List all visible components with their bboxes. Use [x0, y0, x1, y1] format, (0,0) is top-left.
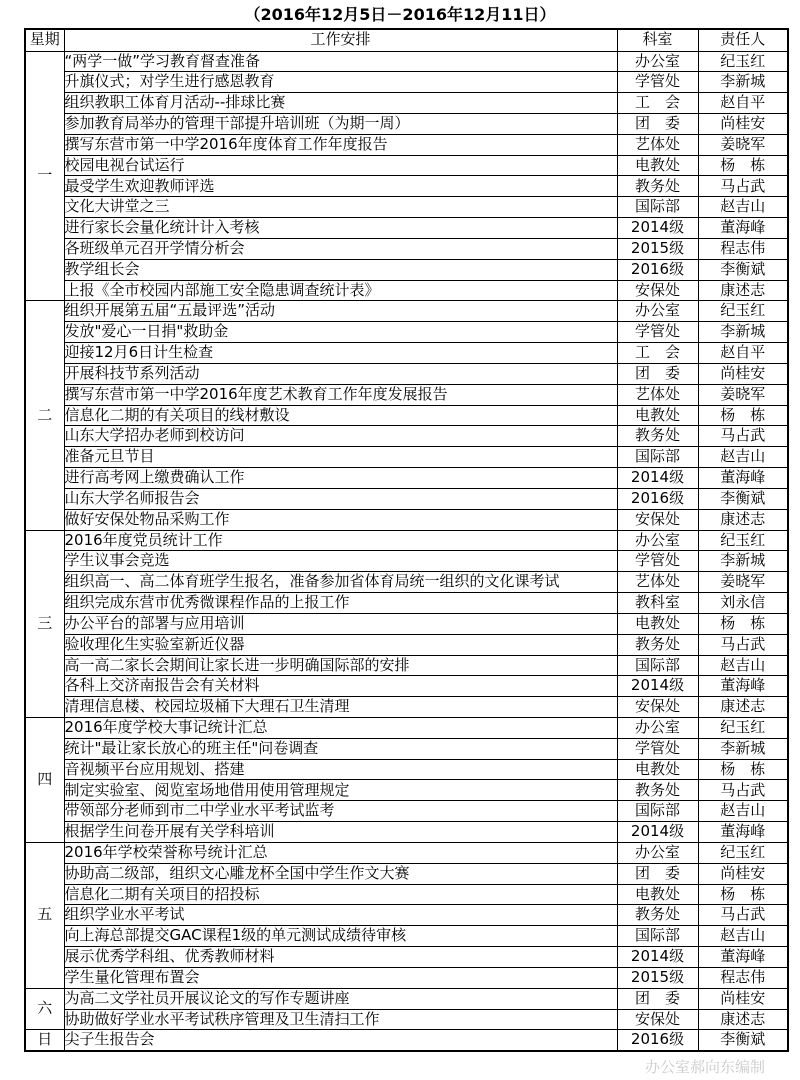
table-row: [25, 468, 788, 489]
table-row: [25, 593, 788, 614]
person-cell: 程志伟: [698, 967, 788, 988]
table-row: [25, 426, 788, 447]
department-cell: 2014级: [617, 468, 698, 489]
task-cell: 准备元旦节目: [64, 447, 617, 468]
person-cell: 纪玉红: [698, 842, 788, 863]
table-row: [25, 759, 788, 780]
task-cell: 组织完成东营市优秀微课程作品的上报工作: [64, 593, 617, 614]
person-cell: 赵吉山: [698, 447, 788, 468]
weekday-cell: 六: [25, 988, 64, 1030]
department-cell: 电教处: [617, 613, 698, 634]
department-cell: 办公室: [617, 842, 698, 863]
table-row: [25, 93, 788, 114]
person-cell: 姜晓军: [698, 572, 788, 593]
person-cell: 赵吉山: [698, 801, 788, 822]
weekday-cell: 四: [25, 718, 64, 843]
table-row: [25, 780, 788, 801]
task-cell: 2016年度学校大事记统计汇总: [64, 718, 617, 739]
table-row: [25, 322, 788, 343]
task-cell: 学生量化管理布置会: [64, 967, 617, 988]
header-row: [25, 29, 788, 51]
task-cell: 文化大讲堂之三: [64, 197, 617, 218]
person-cell: 赵自平: [698, 343, 788, 364]
person-cell: 董海峰: [698, 676, 788, 697]
person-cell: 姜晓军: [698, 134, 788, 155]
department-cell: 学管处: [617, 738, 698, 759]
footer-credit: 办公室郝向东编制: [644, 1058, 765, 1076]
department-cell: 2015级: [617, 967, 698, 988]
person-cell: 杨 栋: [698, 759, 788, 780]
department-cell: 国际部: [617, 801, 698, 822]
department-cell: 艺体处: [617, 384, 698, 405]
department-cell: 2015级: [617, 238, 698, 259]
person-cell: 康述志: [698, 280, 788, 301]
person-cell: 杨 栋: [698, 884, 788, 905]
person-cell: 尚桂安: [698, 988, 788, 1009]
table-row: [25, 134, 788, 155]
department-cell: 2014级: [617, 947, 698, 968]
table-row: [25, 363, 788, 384]
schedule-table: [24, 28, 789, 1052]
department-cell: 团 委: [617, 113, 698, 134]
table-row: [25, 655, 788, 676]
department-cell: 学管处: [617, 322, 698, 343]
table-row: [25, 509, 788, 530]
task-cell: 教学组长会: [64, 259, 617, 280]
table-row: [25, 1009, 788, 1030]
department-cell: 安保处: [617, 697, 698, 718]
person-cell: 纪玉红: [698, 301, 788, 322]
task-cell: 信息化二期的有关项目的线材敷设: [64, 405, 617, 426]
person-cell: 李衡斌: [698, 259, 788, 280]
person-cell: 马占武: [698, 905, 788, 926]
person-cell: 李新城: [698, 551, 788, 572]
department-cell: 教务处: [617, 426, 698, 447]
table-row: [25, 343, 788, 364]
task-cell: 办公平台的部署与应用培训: [64, 613, 617, 634]
header-person: 责任人: [698, 29, 788, 51]
task-cell: 进行家长会量化统计计入考核: [64, 218, 617, 239]
task-cell: 尖子生报告会: [64, 1030, 617, 1051]
task-cell: 上报《全市校园内部施工安全隐患调查统计表》: [64, 280, 617, 301]
table-row: [25, 551, 788, 572]
task-cell: 最受学生欢迎教师评选: [64, 176, 617, 197]
person-cell: 纪玉红: [698, 530, 788, 551]
task-cell: 发放"爱心一日捐"救助金: [64, 322, 617, 343]
table-row: [25, 51, 788, 72]
person-cell: 李新城: [698, 322, 788, 343]
task-cell: 开展科技节系列活动: [64, 363, 617, 384]
task-cell: 为高二文学社员开展议论文的写作专题讲座: [64, 988, 617, 1009]
department-cell: 2016级: [617, 259, 698, 280]
table-row: [25, 530, 788, 551]
department-cell: 国际部: [617, 197, 698, 218]
header-weekday: 星期: [25, 29, 64, 51]
person-cell: 李衡斌: [698, 1030, 788, 1051]
person-cell: 尚桂安: [698, 863, 788, 884]
person-cell: 李新城: [698, 72, 788, 93]
department-cell: 团 委: [617, 988, 698, 1009]
department-cell: 电教处: [617, 155, 698, 176]
table-row: [25, 218, 788, 239]
schedule-table-body: [25, 51, 788, 1051]
weekday-cell: 日: [25, 1030, 64, 1051]
table-row: [25, 238, 788, 259]
department-cell: 学管处: [617, 551, 698, 572]
person-cell: 尚桂安: [698, 113, 788, 134]
task-cell: 音视频平台应用规划、搭建: [64, 759, 617, 780]
task-cell: 制定实验室、阅览室场地借用使用管理规定: [64, 780, 617, 801]
task-cell: 撰写东营市第一中学2016年度体育工作年度报告: [64, 134, 617, 155]
department-cell: 办公室: [617, 718, 698, 739]
person-cell: 杨 栋: [698, 613, 788, 634]
table-row: [25, 176, 788, 197]
task-cell: 清理信息楼、校园垃圾桶下大理石卫生清理: [64, 697, 617, 718]
table-row: [25, 613, 788, 634]
task-cell: 组织高一、高二体育班学生报名，准备参加省体育局统一组织的文化课考试: [64, 572, 617, 593]
department-cell: 团 委: [617, 863, 698, 884]
task-cell: 2016年学校荣誉称号统计汇总: [64, 842, 617, 863]
department-cell: 电教处: [617, 405, 698, 426]
person-cell: 姜晓军: [698, 384, 788, 405]
task-cell: 高一高二家长会期间让家长进一步明确国际部的安排: [64, 655, 617, 676]
task-cell: 迎接12月6日计生检查: [64, 343, 617, 364]
task-cell: 参加教育局举办的管理干部提升培训班（为期一周）: [64, 113, 617, 134]
table-row: [25, 801, 788, 822]
task-cell: 组织学业水平考试: [64, 905, 617, 926]
table-row: [25, 676, 788, 697]
department-cell: 工 会: [617, 93, 698, 114]
department-cell: 教务处: [617, 780, 698, 801]
department-cell: 电教处: [617, 884, 698, 905]
header-task: 工作安排: [64, 29, 617, 51]
table-row: [25, 905, 788, 926]
person-cell: 董海峰: [698, 822, 788, 843]
table-row: [25, 259, 788, 280]
table-row: [25, 280, 788, 301]
task-cell: 协助高二级部，组织文心雕龙杯全国中学生作文大赛: [64, 863, 617, 884]
table-row: [25, 863, 788, 884]
person-cell: 董海峰: [698, 468, 788, 489]
person-cell: 赵自平: [698, 93, 788, 114]
task-cell: 统计"最让家长放心的班主任"问卷调查: [64, 738, 617, 759]
header-department: 科室: [617, 29, 698, 51]
department-cell: 学管处: [617, 72, 698, 93]
task-cell: 带领部分老师到市二中学业水平考试监考: [64, 801, 617, 822]
table-row: [25, 947, 788, 968]
department-cell: 团 委: [617, 363, 698, 384]
department-cell: 教务处: [617, 176, 698, 197]
department-cell: 安保处: [617, 280, 698, 301]
department-cell: 国际部: [617, 655, 698, 676]
person-cell: 纪玉红: [698, 718, 788, 739]
department-cell: 2014级: [617, 676, 698, 697]
person-cell: 李新城: [698, 738, 788, 759]
person-cell: 赵吉山: [698, 197, 788, 218]
task-cell: 向上海总部提交GAC课程1级的单元测试成绩待审核: [64, 926, 617, 947]
table-row: [25, 384, 788, 405]
person-cell: 纪玉红: [698, 51, 788, 72]
department-cell: 国际部: [617, 447, 698, 468]
department-cell: 教科室: [617, 593, 698, 614]
weekday-cell: 一: [25, 51, 64, 301]
table-row: [25, 988, 788, 1009]
table-row: [25, 634, 788, 655]
person-cell: 康述志: [698, 1009, 788, 1030]
task-cell: 2016年度党员统计工作: [64, 530, 617, 551]
table-row: [25, 405, 788, 426]
weekday-cell: 三: [25, 530, 64, 717]
task-cell: 学生议事会竞选: [64, 551, 617, 572]
table-row: [25, 967, 788, 988]
person-cell: 马占武: [698, 634, 788, 655]
task-cell: 协助做好学业水平考试秩序管理及卫生清扫工作: [64, 1009, 617, 1030]
department-cell: 2014级: [617, 218, 698, 239]
table-row: [25, 822, 788, 843]
table-row: [25, 197, 788, 218]
person-cell: 马占武: [698, 426, 788, 447]
person-cell: 刘永信: [698, 593, 788, 614]
person-cell: 康述志: [698, 697, 788, 718]
person-cell: 赵吉山: [698, 926, 788, 947]
department-cell: 2016级: [617, 1030, 698, 1051]
task-cell: 进行高考网上缴费确认工作: [64, 468, 617, 489]
task-cell: 展示优秀学科组、优秀教师材料: [64, 947, 617, 968]
table-row: [25, 884, 788, 905]
department-cell: 2014级: [617, 822, 698, 843]
person-cell: 李衡斌: [698, 488, 788, 509]
department-cell: 电教处: [617, 759, 698, 780]
person-cell: 程志伟: [698, 238, 788, 259]
table-row: [25, 155, 788, 176]
department-cell: 安保处: [617, 1009, 698, 1030]
task-cell: 山东大学招办老师到校访问: [64, 426, 617, 447]
person-cell: 尚桂安: [698, 363, 788, 384]
department-cell: 艺体处: [617, 134, 698, 155]
department-cell: 办公室: [617, 51, 698, 72]
task-cell: 校园电视台试运行: [64, 155, 617, 176]
task-cell: 验收理化生实验室新近仪器: [64, 634, 617, 655]
task-cell: “两学一做”学习教育督查准备: [64, 51, 617, 72]
task-cell: 信息化二期有关项目的招投标: [64, 884, 617, 905]
table-row: [25, 697, 788, 718]
table-row: [25, 718, 788, 739]
department-cell: 艺体处: [617, 572, 698, 593]
department-cell: 安保处: [617, 509, 698, 530]
table-header: [25, 29, 788, 51]
person-cell: 杨 栋: [698, 405, 788, 426]
person-cell: 董海峰: [698, 218, 788, 239]
task-cell: 组织开展第五届“五最评选”活动: [64, 301, 617, 322]
task-cell: 撰写东营市第一中学2016年度艺术教育工作年度发展报告: [64, 384, 617, 405]
department-cell: 工 会: [617, 343, 698, 364]
table-row: [25, 572, 788, 593]
page-title: （2016年12月5日－2016年12月11日）: [244, 5, 556, 24]
table-row: [25, 842, 788, 863]
person-cell: 杨 栋: [698, 155, 788, 176]
task-cell: 各班级单元召开学情分析会: [64, 238, 617, 259]
task-cell: 组织教职工体育月活动--排球比赛: [64, 93, 617, 114]
department-cell: 2016级: [617, 488, 698, 509]
department-cell: 国际部: [617, 926, 698, 947]
person-cell: 赵吉山: [698, 655, 788, 676]
task-cell: 做好安保处物品采购工作: [64, 509, 617, 530]
table-row: [25, 738, 788, 759]
task-cell: 各科上交济南报告会有关材料: [64, 676, 617, 697]
person-cell: 董海峰: [698, 947, 788, 968]
person-cell: 康述志: [698, 509, 788, 530]
weekday-cell: 二: [25, 301, 64, 530]
task-cell: 山东大学名师报告会: [64, 488, 617, 509]
person-cell: 马占武: [698, 780, 788, 801]
weekday-cell: 五: [25, 842, 64, 988]
task-cell: 升旗仪式；对学生进行感恩教育: [64, 72, 617, 93]
table-row: [25, 72, 788, 93]
table-row: [25, 301, 788, 322]
table-row: [25, 447, 788, 468]
task-cell: 根据学生问卷开展有关学科培训: [64, 822, 617, 843]
department-cell: 办公室: [617, 530, 698, 551]
table-row: [25, 926, 788, 947]
department-cell: 教务处: [617, 634, 698, 655]
table-row: [25, 1030, 788, 1051]
department-cell: 办公室: [617, 301, 698, 322]
table-row: [25, 113, 788, 134]
table-row: [25, 488, 788, 509]
person-cell: 马占武: [698, 176, 788, 197]
department-cell: 教务处: [617, 905, 698, 926]
